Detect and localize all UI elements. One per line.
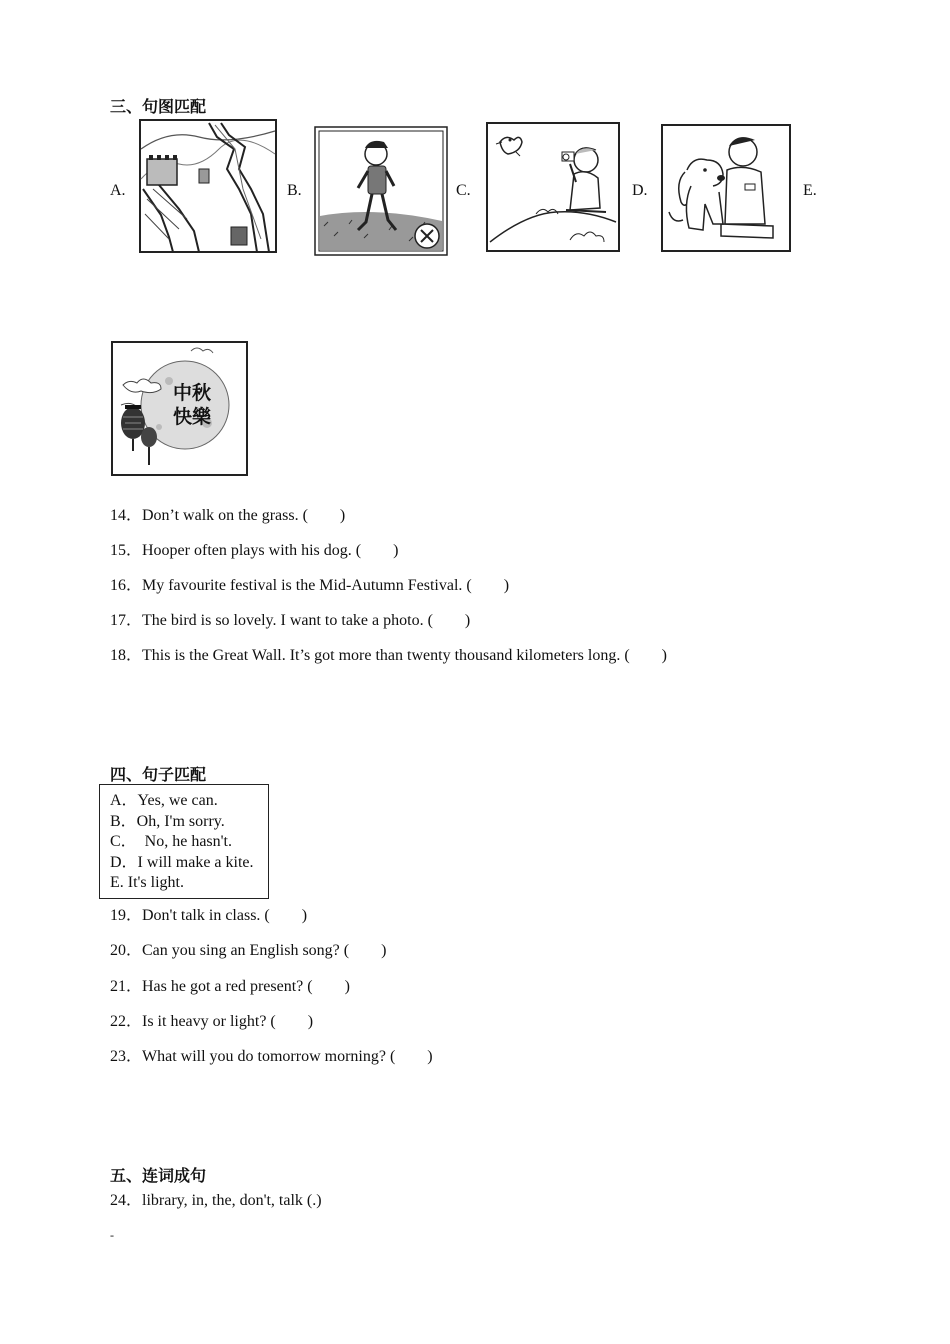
mid-autumn-text-line2: 快樂 <box>173 406 212 428</box>
section-5-heading: 五、连词成句 <box>110 1166 207 1185</box>
question-23: 23．What will you do tomorrow morning? ( ) <box>110 1048 433 1065</box>
question-16: 16．My favourite festival is the Mid-Autumn Festival. ( ) <box>110 577 510 594</box>
box-option-b: B．Oh, I'm sorry. <box>110 812 225 830</box>
option-e-label: E. <box>803 182 817 199</box>
question-18: 18．This is the Great Wall. It’s got more than twenty thousand kilometers long. ( ) <box>110 647 667 664</box>
section-4-heading: 四、句子匹配 <box>110 765 207 784</box>
option-b-label: B. <box>287 182 302 199</box>
section-3-heading: 三、句图匹配 <box>110 97 207 116</box>
great-wall-picture <box>139 119 277 253</box>
option-c-label: C. <box>456 182 471 199</box>
box-option-e: E. It's light. <box>110 874 184 891</box>
question-14: 14．Don’t walk on the grass. ( ) <box>110 507 346 524</box>
option-a-label: A. <box>110 182 126 199</box>
box-option-a: A．Yes, we can. <box>110 792 218 809</box>
question-21: 21．Has he got a red present? ( ) <box>110 978 350 995</box>
question-24: 24．library, in, the, don't, talk (.) <box>110 1192 322 1209</box>
question-22: 22．Is it heavy or light? ( ) <box>110 1013 314 1030</box>
question-15: 15．Hooper often plays with his dog. ( ) <box>110 542 399 559</box>
walk-on-grass-picture <box>314 126 448 256</box>
question-20: 20．Can you sing an English song? ( ) <box>110 942 387 959</box>
question-19: 19．Don't talk in class. ( ) <box>110 907 308 924</box>
photo-of-bird-picture <box>486 122 620 252</box>
mid-autumn-festival-picture <box>111 341 248 476</box>
box-option-d: D．I will make a kite. <box>110 853 254 871</box>
box-option-c: C． No, he hasn't. <box>110 833 232 850</box>
boy-with-dog-picture <box>661 124 791 252</box>
mid-autumn-text-line1: 中秋 <box>173 382 212 404</box>
answer-options-box <box>99 784 269 899</box>
option-d-label: D. <box>632 182 648 199</box>
question-17: 17．The bird is so lovely. I want to take a photo. ( ) <box>110 612 471 629</box>
footer-mark: - <box>110 1228 114 1242</box>
